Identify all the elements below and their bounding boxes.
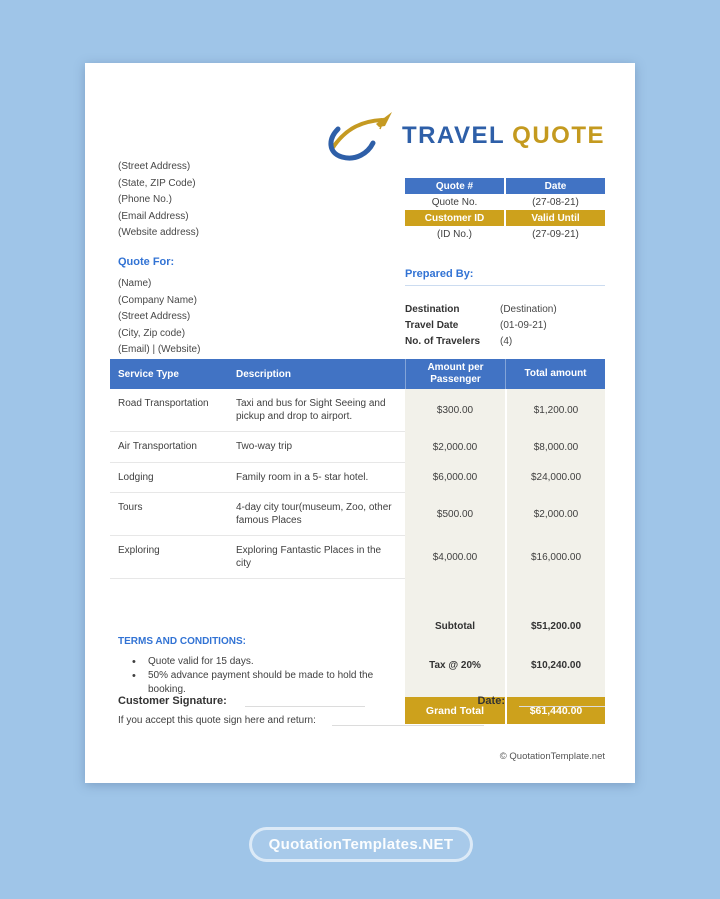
service-total-cell: $16,000.00 — [505, 536, 605, 579]
service-amount-cell: $2,000.00 — [405, 432, 505, 463]
service-type-cell: Tours — [110, 493, 228, 536]
terms-title: TERMS AND CONDITIONS: — [118, 636, 246, 647]
logo-word-travel: TRAVEL — [401, 121, 506, 149]
customer-id-value: (ID No.) — [405, 226, 504, 242]
customer-name: (Name) — [118, 278, 152, 289]
service-type-cell: Air Transportation — [110, 432, 228, 463]
service-description-cell: Exploring Fantastic Places in the city — [228, 536, 405, 579]
template-credit: © QuotationTemplate.net — [499, 751, 605, 762]
logo-title — [402, 122, 605, 150]
service-total-cell: $8,000.00 — [505, 432, 605, 463]
quote-number-value: Quote No. — [405, 194, 504, 210]
quote-document — [85, 63, 635, 783]
travelers-label: No. of Travelers — [405, 336, 481, 347]
travelers-field — [405, 334, 605, 350]
date-value: (27-08-21) — [506, 194, 605, 210]
service-description-cell: Two-way trip — [228, 432, 405, 463]
service-description-cell: Taxi and bus for Sight Seeing and pickup and drop to airport. — [228, 389, 405, 432]
destination-field — [405, 302, 605, 318]
service-description-cell: 4-day city tour(museum, Zoo, other famous Places — [228, 493, 405, 536]
return-signature-line[interactable] — [332, 714, 484, 726]
customer-city-zip: (City, Zip code) — [118, 327, 186, 339]
signature-note: If you accept this quote sign here and return: — [118, 715, 316, 726]
tax-label: Tax @ 20% — [429, 660, 481, 671]
totals-labels-column — [405, 579, 505, 697]
quote-for-title: Quote For: — [118, 256, 175, 268]
column-header-service-type: Service Type — [110, 359, 228, 389]
company-phone: (Phone No.) — [118, 194, 172, 205]
service-amount-cell: $6,000.00 — [405, 463, 505, 494]
subtotal-label: Subtotal — [435, 621, 475, 632]
signature-note-row — [118, 714, 605, 726]
date-header: Date — [506, 178, 605, 194]
quote-info-table — [405, 178, 605, 242]
company-street: (Street Address) — [118, 161, 191, 172]
logo — [335, 108, 605, 163]
destination-label: Destination — [405, 304, 460, 315]
customer-company: (Company Name) — [118, 294, 197, 306]
company-email: (Email Address) — [118, 210, 189, 222]
company-state-zip: (State, ZIP Code) — [118, 177, 196, 189]
customer-email-website: (Email) | (Website) — [118, 344, 201, 355]
column-header-total-amount: Total amount — [505, 359, 605, 389]
customer-signature-line[interactable] — [245, 695, 365, 707]
customer-id-header: Customer ID — [405, 210, 504, 226]
date-line[interactable] — [519, 695, 605, 707]
column-header-amount-per-passenger: Amount per Passenger — [405, 359, 505, 389]
valid-until-value: (27-09-21) — [506, 226, 605, 242]
service-type-cell: Exploring — [110, 536, 228, 579]
site-watermark-text: QuotationTemplates.NET — [268, 836, 454, 853]
quote-for-block — [118, 252, 200, 359]
prepared-by-title: Prepared By: — [405, 268, 605, 286]
service-description-cell: Family room in a 5- star hotel. — [228, 463, 405, 494]
grand-total-label: Grand Total — [405, 697, 505, 724]
logo-word-quote: QUOTE — [512, 121, 605, 149]
customer-street: (Street Address) — [118, 311, 191, 322]
service-amount-cell: $4,000.00 — [405, 536, 505, 579]
service-type-cell: Lodging — [110, 463, 228, 494]
services-table — [110, 359, 605, 724]
site-watermark-badge — [249, 827, 473, 862]
destination-value: (Destination) — [500, 304, 557, 315]
signature-row — [118, 695, 605, 707]
terms-item: • Quote valid for 15 days. — [118, 655, 397, 669]
service-total-cell: $24,000.00 — [505, 463, 605, 494]
tax-value: $10,240.00 — [530, 660, 582, 671]
service-total-cell: $2,000.00 — [505, 493, 605, 536]
travel-date-value: (01-09-21) — [500, 320, 547, 331]
service-type-cell: Road Transportation — [110, 389, 228, 432]
travel-date-field — [405, 318, 605, 334]
column-header-description: Description — [228, 359, 405, 389]
quote-number-header: Quote # — [405, 178, 504, 194]
service-total-cell: $1,200.00 — [505, 389, 605, 432]
travel-date-label: Travel Date — [405, 320, 459, 331]
service-amount-cell: $500.00 — [405, 493, 505, 536]
grand-total-value: $61,440.00 — [505, 697, 605, 724]
valid-until-header: Valid Until — [506, 210, 605, 226]
totals-values-column — [505, 579, 605, 697]
subtotal-value: $51,200.00 — [530, 621, 582, 632]
date-label: Date: — [477, 695, 505, 707]
airplane-globe-logo-icon — [326, 109, 394, 163]
company-address-block — [118, 159, 199, 242]
company-website: (Website address) — [118, 227, 199, 238]
terms-and-conditions-block — [110, 579, 405, 697]
prepared-by-block — [405, 268, 605, 350]
customer-signature-label: Customer Signature: — [118, 695, 227, 707]
service-amount-cell: $300.00 — [405, 389, 505, 432]
terms-item: • 50% advance payment should be made to hold the booking. — [118, 669, 397, 697]
travelers-value: (4) — [500, 336, 513, 347]
